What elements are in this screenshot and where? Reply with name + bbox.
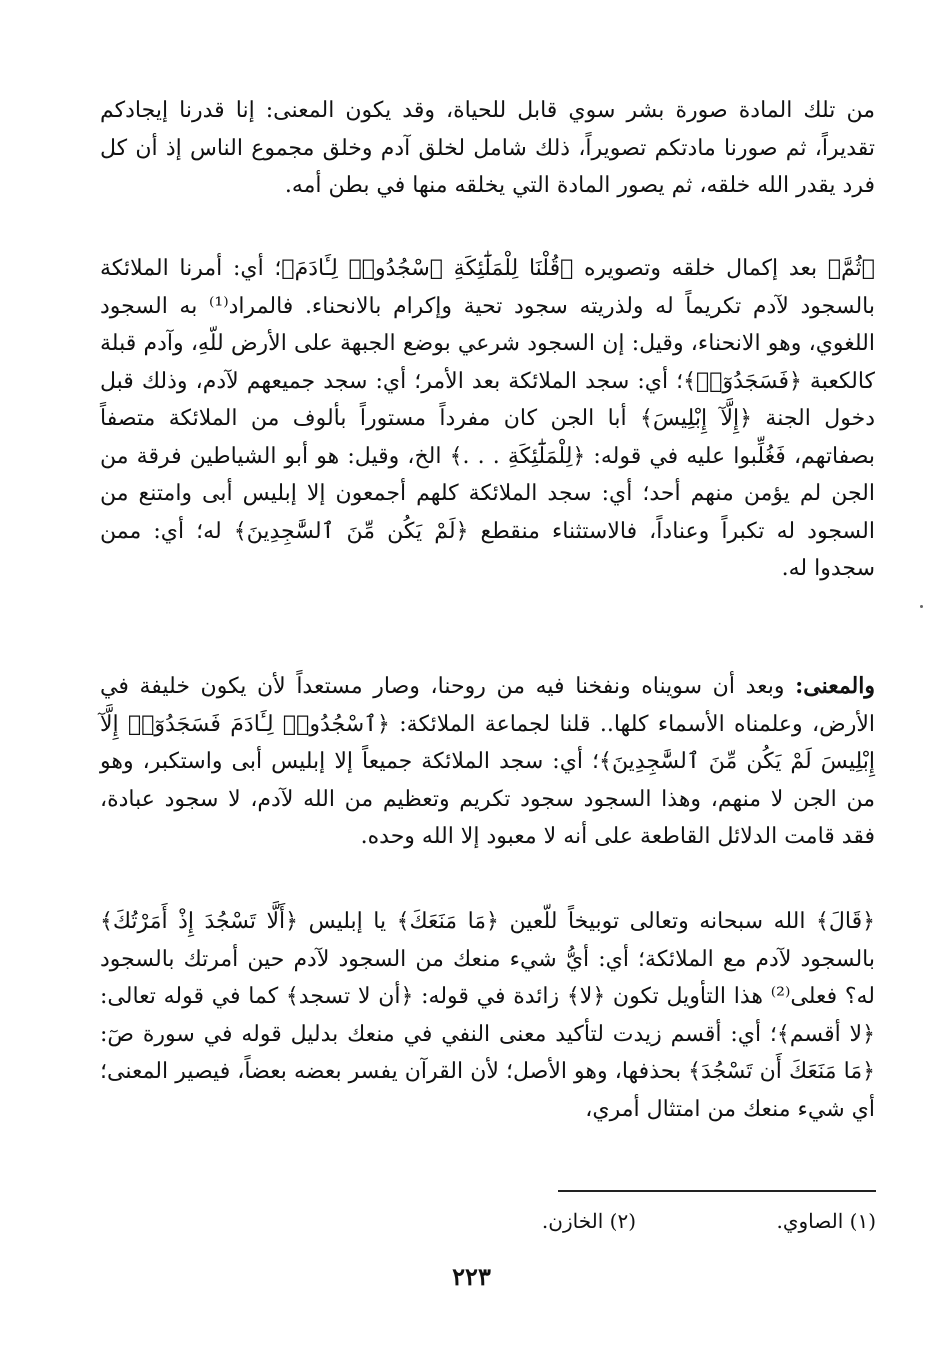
paragraph-2-text: ﴿ثُمَّ﴾ بعد إكمال خلقه وتصويره ﴿قُلْنَا لِلْمَلَٰٓئِكَةِ ٱسْجُدُوا۟ لِـَٔادَمَ﴾؛ أي: أمرنا الملائكة بالسجود لآدم تكريماً له ولذريته سجود تحية وإكرام بالانحناء. فالمراد⁽¹⁾ به السجود اللغوي، وهو الانحناء، وقيل: إن السجود شرعي بوضع الجبهة على الأرض للّهِ، وآدم قبلة كالكعبة ﴿فَسَجَدُوٓا۟﴾؛ أي: سجد الملائكة بعد الأمر؛ أي: سجد جميعهم لآدم، وذلك قبل دخول الجنة ﴿إِلَّآ إِبْلِيسَ﴾ أبا الجن كان مفرداً مستوراً بألوف من الملائكة متصفاً بصفاتهم، فَغُلِّبوا عليه في قوله: ﴿لِلْمَلَٰٓئِكَةِ . . .﴾ الخ، وقيل: هو أبو الشياطين فرقة من الجن لم يؤمن منهم أحد؛ أي: سجد الملائكة كلهم أجمعون إلا إبليس أبى وامتنع من السجود له تكبراً وعناداً، فالاستثناء منقطع ﴿لَمْ يَكُن مِّنَ ٱلسَّٰجِدِينَ﴾ له؛ أي: ممن سجدوا له. <box>100 256 875 581</box>
paragraph-4-text: ﴿قَالَ﴾ الله سبحانه وتعالى توبيخاً للّعين ﴿مَا مَنَعَكَ﴾ يا إبليس ﴿أَلَّا تَسْجُدَ إِذْ أَمَرْتُكَ﴾ بالسجود لآدم مع الملائكة؛ أي: أيُّ شيء منعك من السجود لآدم حين أمرتك بالسجود له؟ فعلى⁽²⁾ هذا التأويل تكون ﴿لا﴾ زائدة في قوله: ﴿أن لا تسجد﴾ كما في قوله تعالى: ﴿لا أقسم﴾؛ أي: أقسم زيدت لتأكيد معنى النفي في منعك بدليل قوله في سورة صٓ: ﴿مَا مَنَعَكَ أَن تَسْجُدَ﴾ بحذفها، وهو الأصل؛ لأن القرآن يفسر بعضه بعضاً، فيصير المعنى؛ أي شيء منعك من امتثال أمري، <box>100 909 876 1122</box>
paragraph-3-text: وبعد أن سويناه ونفخنا فيه من روحنا، وصار مستعداً لأن يكون خليفة في الأرض، وعلمناه الأسماء كلها.. قلنا لجماعة الملائكة: ﴿ٱسْجُدُوا۟ لِـَٔادَمَ فَسَجَدُوٓا۟ إِلَّآ إِبْلِيسَ لَمْ يَكُن مِّنَ ٱلسَّٰجِدِينَ﴾؛ أي: سجد الملائكة جميعاً إلا إبليس أبى واستكبر، وهو من الجن لا منهم، وهذا السجود سجود تكريم وتعظيم من الله لآدم، لا سجود عبادة، فقد قامت الدلائل القاطعة على أنه لا معبود إلا الله وحده. <box>100 674 875 849</box>
paragraph-1-text: من تلك المادة صورة بشر سوي قابل للحياة، وقد يكون المعنى: إنا قدرنا إيجادكم تقديراً، ثم صورنا مادتكم تصويراً، ذلك شامل لخلق آدم وخلق مجموع الناس إذ أن كل فرد يقدر الله خلقه، ثم يصور المادة التي يخلقه منها في بطن أمه. <box>100 98 875 198</box>
paragraph-1 <box>100 92 875 205</box>
scan-speck <box>920 605 923 608</box>
footnote-2: (٢) الخازن. <box>541 1209 636 1233</box>
paragraph-2 <box>100 250 875 588</box>
page-number: ٢٢٣ <box>452 1262 491 1291</box>
footnote-separator <box>558 1190 876 1192</box>
paragraph-4 <box>100 903 875 1128</box>
footnote-1: (١) الصاوي. <box>776 1209 876 1233</box>
paragraph-3-lead: والمعنى: <box>795 673 875 699</box>
paragraph-3 <box>100 668 875 856</box>
